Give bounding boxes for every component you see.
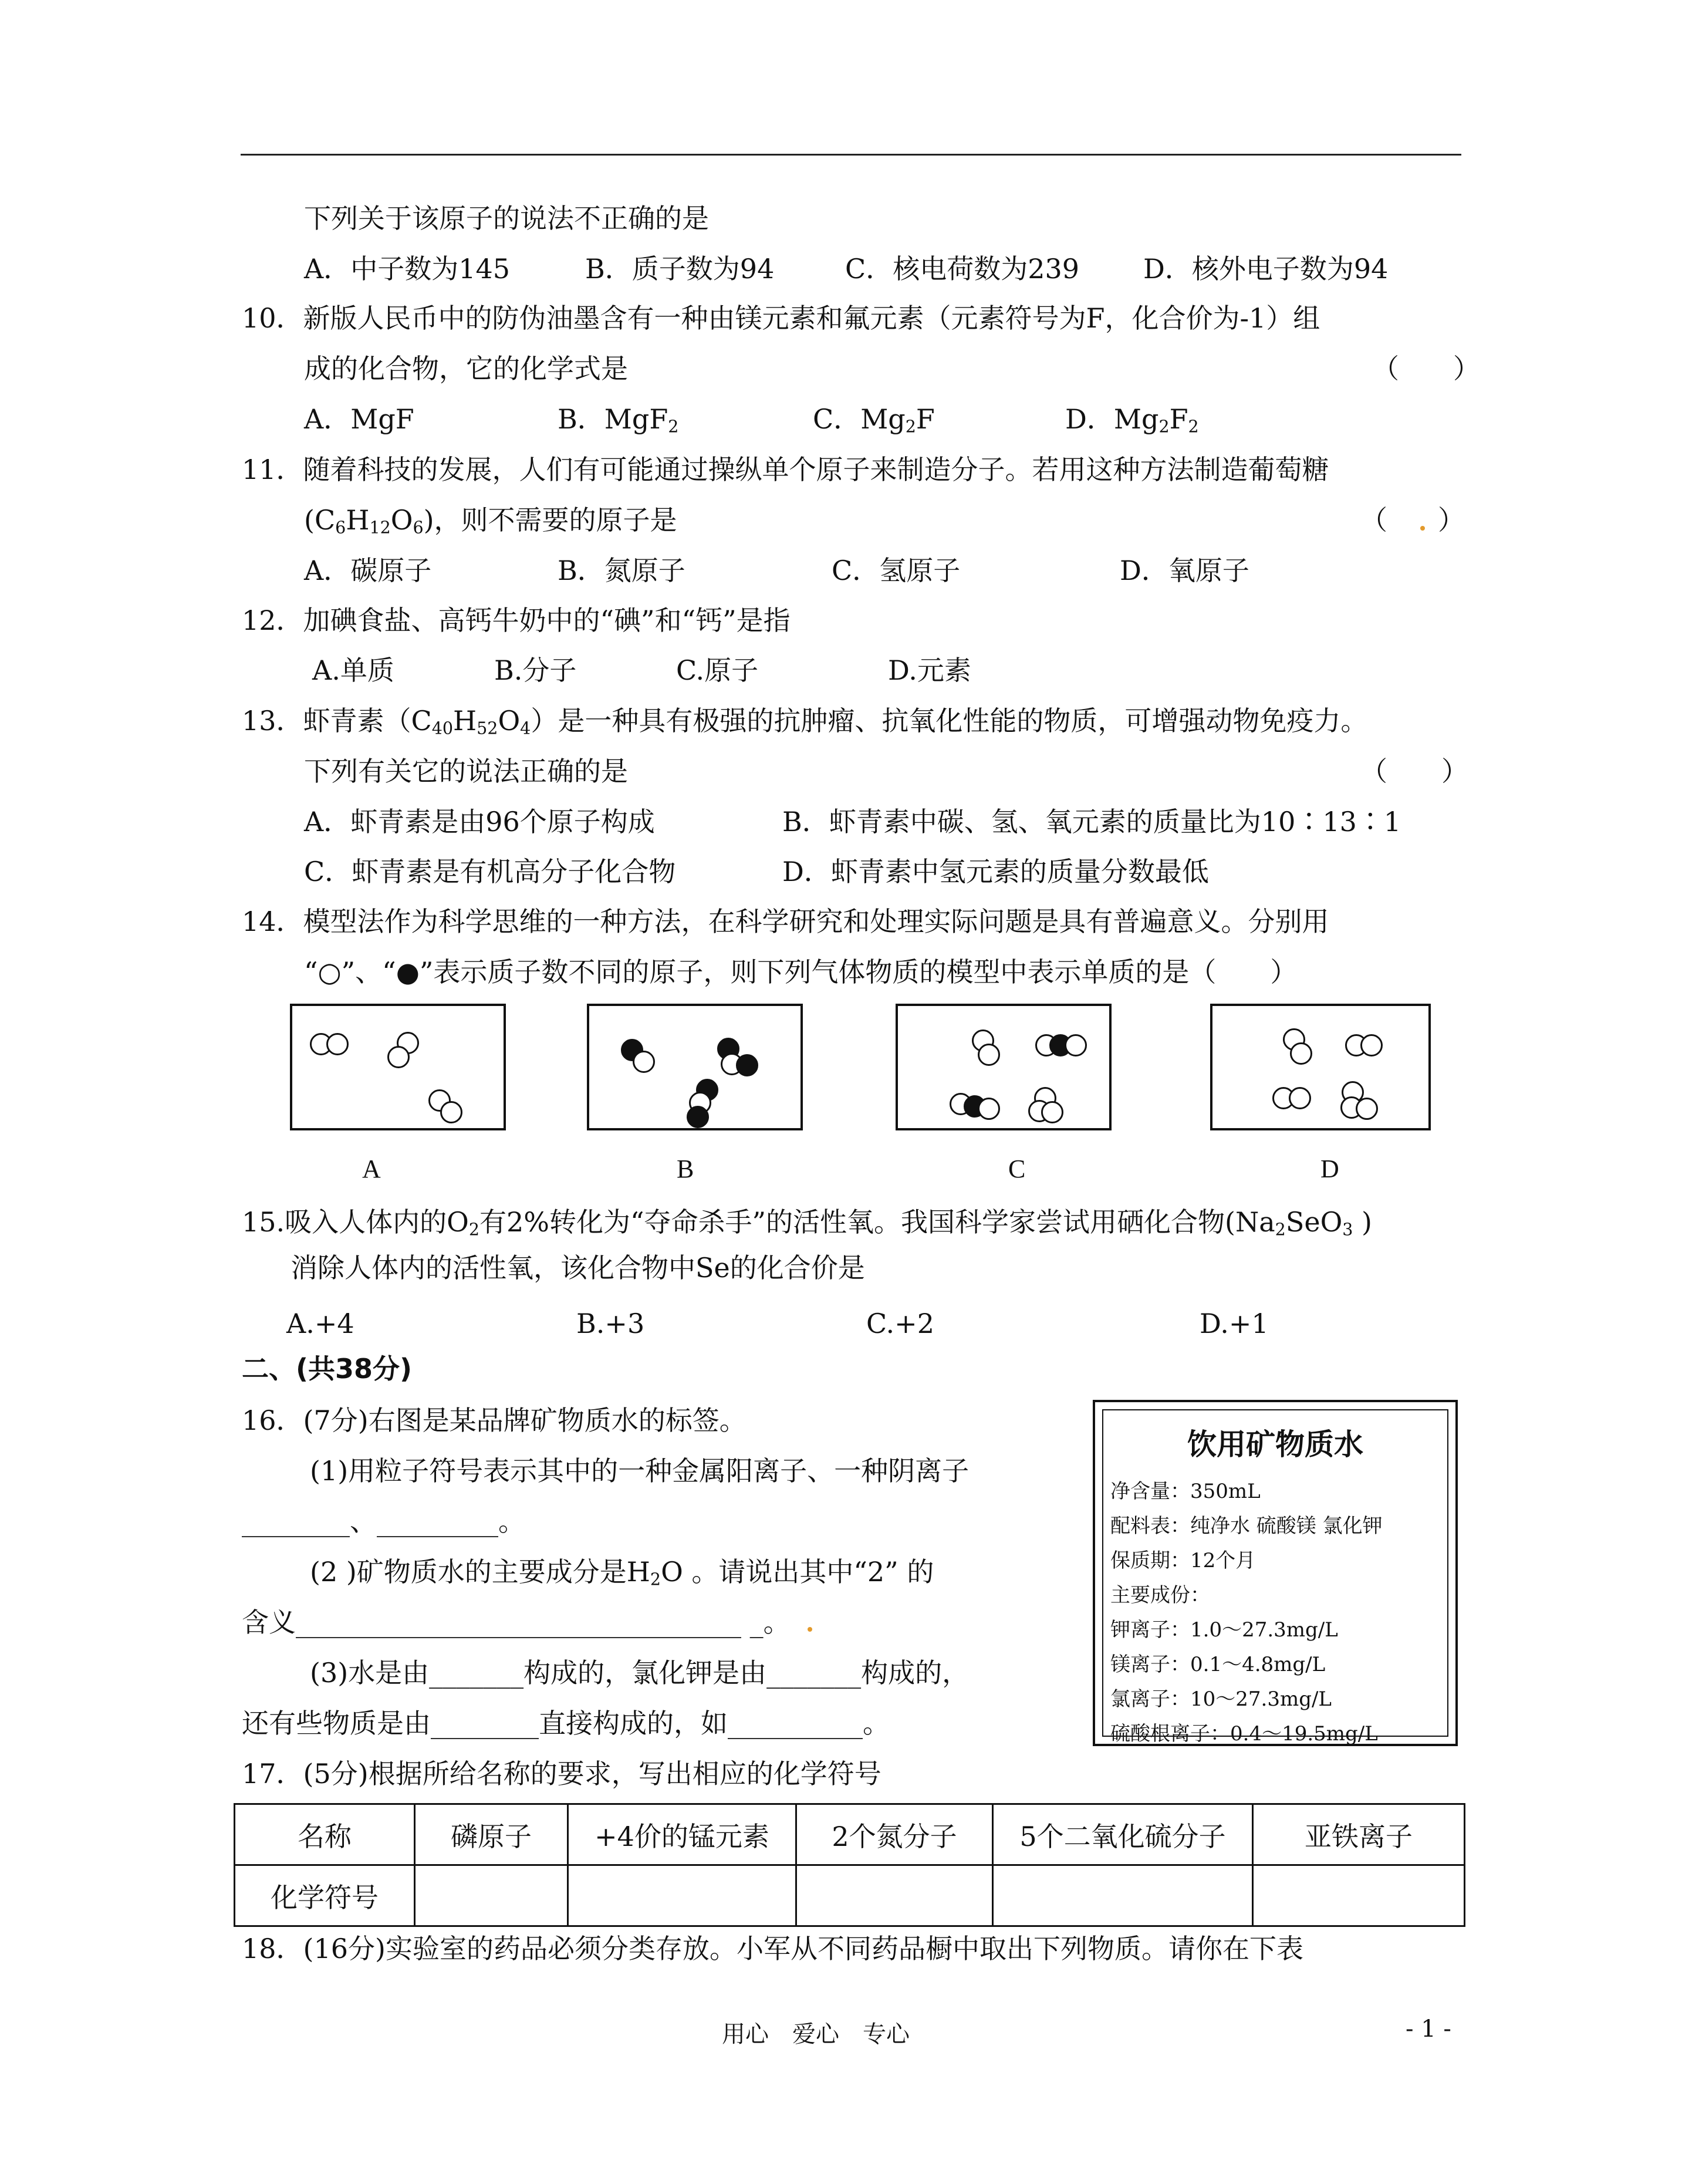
hollow-atom [978, 1098, 1000, 1120]
hollow-atom [1356, 1098, 1378, 1120]
table-row [235, 1804, 1465, 1865]
q11-line1: 11．随着科技的发展，人们有可能通过操纵单个原子来制造分子。若用这种方法制造葡萄糖 [242, 454, 1329, 485]
q11-paren-close: ） [1438, 504, 1465, 536]
label-potassium: 钾离子：1.0～27.3mg/L [1110, 1618, 1338, 1642]
hollow-atom [633, 1051, 655, 1073]
label-ingredients: 配料表：纯净水 硫酸镁 氯化钾 [1110, 1514, 1383, 1538]
answer-cell[interactable] [568, 1865, 796, 1926]
label-inner-border [1102, 1409, 1448, 1746]
table-header: 2个氮分子 [796, 1804, 993, 1865]
hollow-atom [326, 1033, 349, 1055]
answer-cell[interactable] [1253, 1865, 1465, 1926]
q13-line2: 下列有关它的说法正确的是 [304, 755, 628, 787]
model-label-a: A [362, 1155, 381, 1183]
q15-option-d: D.+1 [1200, 1308, 1269, 1339]
answer-cell[interactable] [993, 1865, 1253, 1926]
label-main-components: 主要成份： [1110, 1584, 1210, 1607]
q9-option-d: D．核外电子数为94 [1143, 253, 1389, 285]
label-sulfate: 硫酸根离子：0.4～19.5mg/L [1110, 1722, 1378, 1746]
table-header: 亚铁离子 [1253, 1804, 1465, 1865]
q16-part1: (1)用粒子符号表示其中的一种金属阳离子、一种阴离子 [310, 1455, 970, 1487]
table-header: +4价的锰元素 [568, 1804, 796, 1865]
q9-stem: 下列关于该原子的说法不正确的是 [304, 202, 709, 234]
q15-option-c: C.+2 [866, 1308, 934, 1339]
q9-option-a: A．中子数为145 [304, 253, 511, 285]
q14-line2: “○”、“●”表示质子数不同的原子，则下列气体物质的模型中表示单质的是（ ） [304, 956, 1298, 988]
q15-line1: 15.吸入人体内的$O_2$有2%转化为“夺命杀手”的活性氧。我国科学家尝试用硒化合物($Na_2SeO_3$ ) [242, 1206, 1373, 1240]
q12-option-d: D.元素 [888, 654, 971, 686]
page-number: - 1 - [1406, 2016, 1451, 2043]
model-label-c: C [1008, 1155, 1026, 1183]
q11-paren-open: （ [1360, 504, 1387, 536]
q13-option-a: A．虾青素是由96个原子构成 [304, 806, 655, 838]
answer-cell[interactable] [415, 1865, 568, 1926]
label-shelf-life: 保质期：12个月 [1110, 1549, 1256, 1572]
header-rule [241, 154, 1461, 156]
q13-option-d: D．虾青素中氢元素的质量分数最低 [782, 856, 1209, 887]
q12-option-a: A.单质 [312, 654, 394, 686]
hollow-atom [1360, 1034, 1383, 1056]
model-label-d: D [1320, 1155, 1339, 1183]
q13-option-c: C．虾青素是有机高分子化合物 [304, 856, 676, 887]
footer-slogan: 用心 爱心 专心 [722, 2021, 910, 2048]
q15-option-b: B.+3 [576, 1308, 645, 1339]
model-box-a [290, 1004, 506, 1130]
q16-part3-blanks: 还有些物质是由________直接构成的，如__________。 [242, 1707, 890, 1739]
hollow-atom [1041, 1101, 1063, 1123]
q16-part2-blank: 含义_________________________________ _。 [242, 1606, 791, 1638]
q12-option-c: C.原子 [676, 654, 759, 686]
mineral-water-label [1093, 1400, 1458, 1746]
q11-line2: $(C_6H_{12}O_6)$，则不需要的原子是 [304, 504, 677, 538]
q13-line1: 13．虾青素$(C_{40}H_{52}O_4)$是一种具有极强的抗肿瘤、抗氧化性能的物质，可增强动物免疫力。 [242, 705, 1368, 738]
q10-option-d: D．$Mg_2F_2$ [1065, 403, 1199, 437]
q10-option-b: B．MgF$_2$ [558, 403, 679, 437]
q11-option-b: B．氮原子 [558, 555, 685, 586]
q9-option-c: C．核电荷数为239 [845, 253, 1079, 285]
model-box-c [896, 1004, 1112, 1130]
q13-option-b: B．虾青素中碳、氢、氧元素的质量比为10∶13∶1 [782, 806, 1401, 838]
label-magnesium: 镁离子：0.1～4.8mg/L [1110, 1653, 1326, 1676]
hollow-atom [387, 1046, 410, 1068]
section-2-title: 二、(共38分) [242, 1353, 413, 1385]
q12-option-b: B.分子 [494, 654, 577, 686]
q13-answer-paren: （ ） [1360, 755, 1468, 787]
hollow-atom [440, 1101, 462, 1123]
table-row-label: 化学符号 [235, 1865, 415, 1926]
q11-option-d: D．氧原子 [1120, 555, 1249, 586]
filled-atom [687, 1106, 709, 1128]
q10-option-a: A．MgF [304, 403, 414, 435]
answer-mark-dot [808, 1627, 812, 1632]
model-label-b: B [677, 1155, 694, 1183]
hollow-atom [1289, 1087, 1311, 1109]
q9-option-b: B．质子数为94 [585, 253, 775, 285]
q15-option-a: A.+4 [286, 1308, 354, 1339]
q18-stem: 18．(16分)实验室的药品必须分类存放。小军从不同药品橱中取出下列物质。请你在下表 [242, 1933, 1303, 1964]
answer-cell[interactable] [796, 1865, 993, 1926]
q16-part1-blanks: ________、_________。 [242, 1505, 525, 1537]
label-title: 饮用矿物质水 [1187, 1427, 1363, 1461]
q14-line1: 14．模型法作为科学思维的一种方法，在科学研究和处理实际问题是具有普遍意义。分别用 [242, 906, 1329, 937]
q16-part2: (2 )矿物质水的主要成分是$H_2O$ 。请说出其中“2” 的 [310, 1556, 934, 1589]
table-header: 名称 [235, 1804, 415, 1865]
q10-line2: 成的化合物，它的化学式是 [304, 353, 628, 384]
symbol-table [234, 1803, 1465, 1927]
hollow-atom [978, 1044, 1000, 1066]
q16-part3: (3)水是由_______构成的，氯化钾是由_______构成的， [310, 1657, 970, 1689]
filled-atom [736, 1054, 758, 1076]
q12-stem: 12．加碘食盐、高钙牛奶中的“碘”和“钙”是指 [242, 605, 791, 636]
model-box-d [1210, 1004, 1431, 1130]
label-chloride: 氯离子：10～27.3mg/L [1110, 1687, 1332, 1711]
q17-stem: 17．(5分)根据所给名称的要求，写出相应的化学符号 [242, 1758, 881, 1790]
table-row [235, 1865, 1465, 1926]
q11-option-c: C．氢原子 [832, 555, 961, 586]
q10-answer-paren: （ ） [1372, 353, 1480, 384]
model-box-b [587, 1004, 803, 1130]
table-header: 5个二氧化硫分子 [993, 1804, 1253, 1865]
q11-option-a: A．碳原子 [304, 555, 432, 586]
label-net-volume: 净含量：350mL [1110, 1480, 1261, 1503]
q16-stem: 16．(7分)右图是某品牌矿物质水的标签。 [242, 1405, 747, 1436]
q15-line2: 消除人体内的活性氧，该化合物中Se的化合价是 [291, 1252, 865, 1284]
hollow-atom [1290, 1042, 1312, 1065]
table-header: 磷原子 [415, 1804, 568, 1865]
q10-line1: 10．新版人民币中的防伪油墨含有一种由镁元素和氟元素（元素符号为F，化合价为-1）组 [242, 302, 1320, 334]
q10-option-c: C．$Mg_2F$ [813, 403, 935, 437]
hollow-atom [1065, 1034, 1087, 1056]
answer-mark-dot [1420, 526, 1425, 531]
